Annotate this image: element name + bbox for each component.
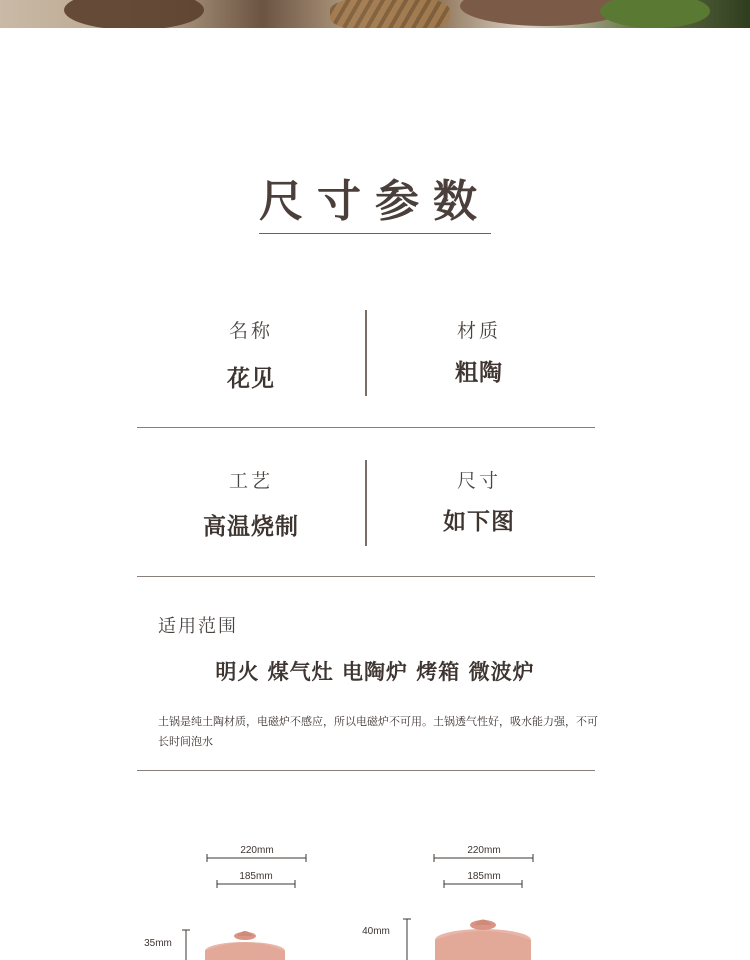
spec-label-size: 尺寸 xyxy=(456,470,501,492)
usage-label: 适用范围 xyxy=(158,616,238,637)
row-divider xyxy=(137,576,595,577)
hero-photo-shape xyxy=(330,0,450,28)
dimension-diagram xyxy=(0,830,750,960)
spec-label-craft: 工艺 xyxy=(228,470,273,492)
spec-value-name: 花见 xyxy=(227,366,275,392)
lid-height-label: 35mm xyxy=(144,938,172,949)
spec-value-craft: 高温烧制 xyxy=(203,514,299,540)
inner-diameter-label: 185mm xyxy=(467,871,501,882)
hero-photo-strip xyxy=(0,0,750,28)
hero-photo-shape xyxy=(64,0,204,28)
spec-label-name: 名称 xyxy=(228,320,273,342)
section-title: 尺寸参数 xyxy=(259,176,491,227)
usage-note: 土锅是纯土陶材质，电磁炉不感应，所以电磁炉不可用。土锅透气性好，吸水能力强，不可长时间泡水 xyxy=(158,715,598,748)
row-divider xyxy=(137,427,595,428)
spec-value-material: 粗陶 xyxy=(455,360,503,386)
usage-value: 明火 煤气灶 电陶炉 烤箱 微波炉 xyxy=(215,660,535,684)
spec-value-size: 如下图 xyxy=(443,509,515,535)
spec-divider xyxy=(365,460,367,546)
pot-left-image xyxy=(205,931,285,960)
inner-diameter-label: 185mm xyxy=(239,871,273,882)
title-underline xyxy=(259,233,491,234)
outer-diameter-label: 220mm xyxy=(467,845,501,856)
lid-height-label: 40mm xyxy=(362,926,390,937)
spec-divider xyxy=(365,310,367,396)
hero-photo-leaf xyxy=(600,0,710,28)
spec-label-material: 材质 xyxy=(456,320,501,342)
row-divider xyxy=(137,770,595,771)
pot-right-image xyxy=(435,920,531,960)
outer-diameter-label: 220mm xyxy=(240,845,274,856)
